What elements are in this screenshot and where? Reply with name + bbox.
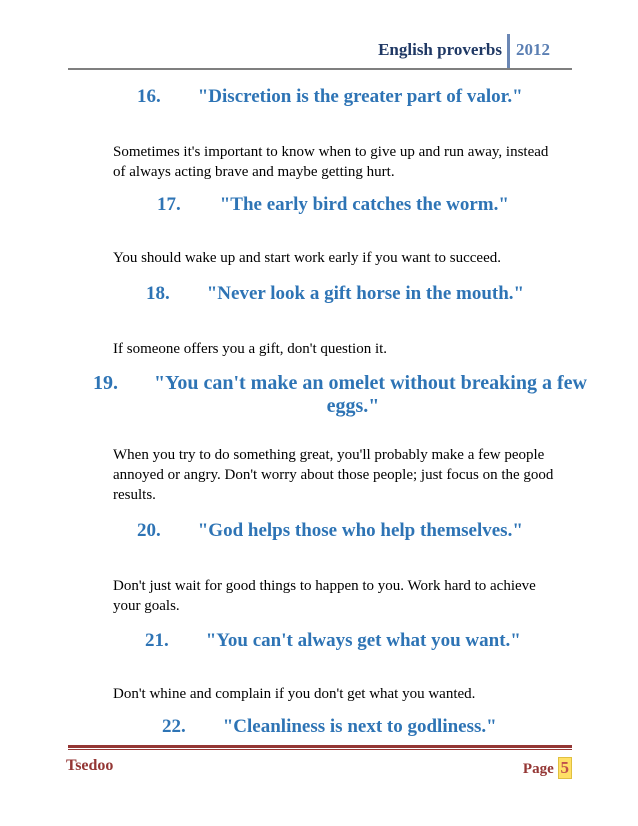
footer-author: Tsedoo (66, 757, 114, 774)
proverb-text: "Never look a gift horse in the mouth." (206, 283, 525, 304)
header-title: English proverbs (378, 40, 502, 59)
proverb-text-line1: "You can't make an omelet without breaking a few (154, 372, 587, 394)
footer-rule-thin (68, 749, 572, 750)
proverb-number: 22. (162, 716, 186, 737)
proverb-number: 18. (146, 283, 170, 304)
proverb-explanation-19: When you try to do something great, you'll probably make a few people annoyed or angry. Don't worry about those people; just focus on the good results. (113, 447, 554, 503)
proverb-explanation-16: Sometimes it's important to know when to give up and run away, instead of always acting brave and maybe getting hurt. (113, 144, 549, 180)
proverb-explanation-20: Don't just wait for good things to happen to you. Work hard to achieve your goals. (113, 578, 536, 614)
proverb-explanation-21: Don't whine and complain if you don't get what you wanted. (113, 686, 476, 702)
proverb-heading-21 (145, 630, 521, 652)
header-rule (68, 68, 572, 70)
proverb-number: 20. (137, 520, 161, 541)
proverb-explanation-17: You should wake up and start work early if you want to succeed. (113, 250, 501, 266)
footer-page-label: Page (522, 761, 554, 777)
header-year: 2012 (516, 40, 550, 59)
proverb-heading-16 (137, 86, 523, 108)
proverb-heading-19 (93, 372, 587, 418)
proverb-text: "God helps those who help themselves." (197, 520, 523, 541)
footer-rule (68, 745, 572, 748)
proverb-explanation-18: If someone offers you a gift, don't question it. (113, 341, 388, 357)
proverb-heading-22 (162, 716, 497, 738)
header-divider (507, 34, 510, 68)
proverb-number: 19. (93, 372, 118, 394)
proverb-heading-17 (157, 194, 509, 216)
proverb-number: 16. (137, 86, 161, 107)
proverb-text: "You can't always get what you want." (205, 630, 521, 651)
footer-page-indicator (523, 757, 572, 779)
proverb-text: "Cleanliness is next to godliness." (222, 716, 497, 737)
proverb-heading-20 (137, 520, 523, 542)
proverb-heading-18 (146, 283, 524, 305)
page-header (0, 34, 638, 74)
proverb-number: 17. (157, 194, 181, 215)
proverb-text: "The early bird catches the worm." (219, 194, 509, 215)
proverb-text: "Discretion is the greater part of valor." (197, 86, 523, 107)
proverb-text-line2: eggs." (326, 395, 380, 417)
footer-page-number: 5 (558, 757, 573, 779)
proverb-number: 21. (145, 630, 169, 651)
